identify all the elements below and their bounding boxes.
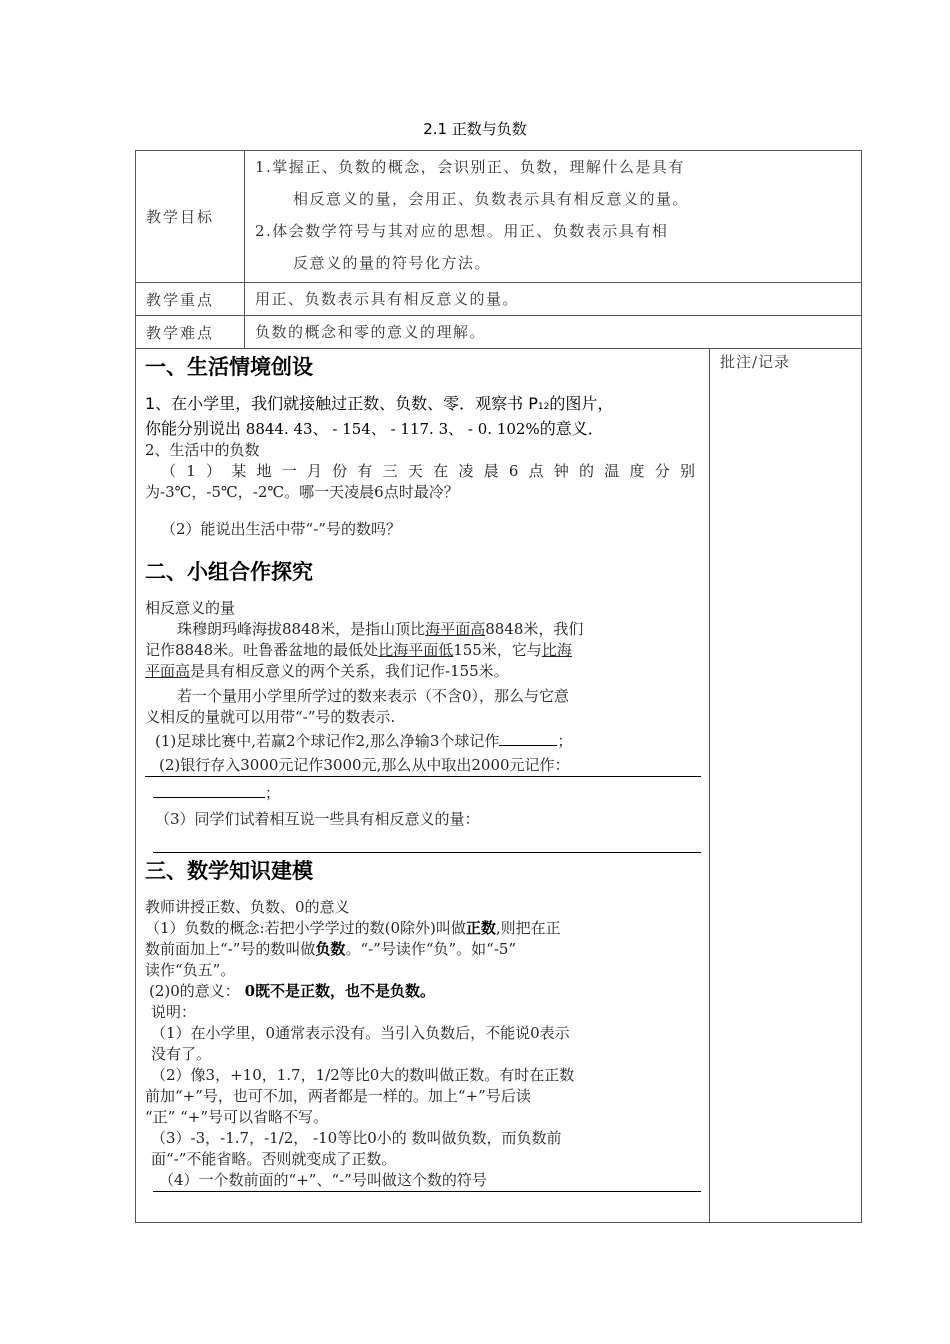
text: 数前面加上“-”号的数叫做 (145, 940, 316, 958)
exercise-2-answer (145, 781, 701, 804)
q1-text: 你能分别说出 (145, 419, 242, 438)
q1-text: 1、在小学里，我们就接触过正数、负数、零．观察书 P (145, 394, 538, 413)
explain-line: 面“-”不能省略。否则就变成了正数。 (151, 1150, 397, 1168)
q2-part1-line1: （1）某地一月份有三天在凌晨6点钟的温度分别 (161, 462, 701, 480)
goal-line: 相反意义的量，会用正、负数表示具有相反意义的量。 (293, 190, 690, 208)
text: 是具有相反意义的两个关系，我们记作-155米。 (190, 662, 509, 680)
zero-meaning (145, 981, 701, 1002)
underlined-text: 海平面高 (425, 620, 486, 638)
explain-line: （1）在小学里，0通常表示没有。当引入负数后，不能说0表示 (151, 1024, 570, 1042)
section1-question1 (145, 393, 701, 440)
paragraph-line (145, 640, 701, 661)
lesson-body (136, 349, 710, 1222)
explain-line: （4）一个数前面的“+”、“-”号叫做这个数的符号 (153, 1170, 701, 1192)
q2-part2: （2）能说出生活中带“-”号的数吗？ (161, 520, 401, 538)
concept-line (145, 939, 701, 960)
section3-subtitle: 教师讲授正数、负数、0的意义 (145, 898, 350, 916)
bold-statement: 0既不是正数，也不是负数。 (244, 982, 436, 1000)
underlined-text: 比海 (541, 641, 572, 659)
text: ； (265, 784, 281, 802)
key-point-row (136, 283, 861, 316)
text: (1)足球比赛中,若赢2个球记作2,那么净输3个球记作 (155, 732, 500, 750)
difficulty-row (136, 316, 861, 349)
explain-line: 前加“+”号，也可不加，两者都是一样的。加上“+”号后读 (145, 1087, 531, 1105)
section1-question2: 2、生活中的负数 (145, 441, 260, 459)
page-title: 2.1 正数与负数 (423, 120, 527, 138)
explain-label: 说明： (151, 1003, 197, 1021)
bold-term: 负数 (315, 940, 346, 958)
concept-line: 读作“负五”。 (145, 961, 236, 979)
notes-column[interactable] (710, 349, 861, 1222)
text: 155米，它与 (453, 641, 542, 659)
text: 记作8848米。吐鲁番盆地的最低处 (145, 641, 379, 659)
explain-line: 没有了。 (151, 1045, 212, 1063)
concept-line (145, 918, 701, 939)
bold-term: 正数 (465, 919, 496, 937)
section2-heading: 二、小组合作探究 (145, 560, 313, 584)
goal-line: 2.体会数学符号与其对应的思想。用正、负数表示具有相 (255, 222, 669, 240)
explain-line: （3）-3，-1.7，-1/2， -10等比0小的 数叫做负数，而负数前 (151, 1129, 562, 1147)
exercise-2: (2)银行存入3000元记作3000元,那么从中取出2000元记作： (145, 755, 701, 777)
text: （1）负数的概念:若把小学学过的数(0除外)叫做 (145, 919, 466, 937)
underlined-text: 比海平面低 (378, 641, 454, 659)
difficulty-label: 教学难点 (136, 316, 245, 348)
section2-subtitle: 相反意义的量 (145, 599, 236, 617)
key-point-value: 用正、负数表示具有相反意义的量。 (255, 290, 520, 308)
text: ,则把在正 (495, 919, 561, 937)
teaching-goals-label: 教学目标 (136, 151, 245, 282)
text: ； (557, 732, 573, 750)
q1-text: 的意义． (539, 419, 604, 438)
paragraph-line (145, 619, 701, 640)
notes-label: 批注/记录 (720, 353, 791, 371)
answer-line[interactable] (153, 852, 701, 853)
teaching-goals-row (136, 151, 861, 283)
teaching-goals-content (245, 151, 861, 282)
answer-blank[interactable] (499, 731, 557, 746)
text: 8848米，我们 (485, 620, 584, 638)
text: (2)0的意义： (149, 982, 240, 1000)
paragraph-line (145, 661, 701, 682)
difficulty-value: 负数的概念和零的意义的理解。 (255, 323, 487, 341)
key-point-label: 教学重点 (136, 283, 245, 315)
exercise-1 (145, 731, 701, 752)
exercise-3: （3）同学们试着相互说一些具有相反意义的量： (155, 810, 480, 828)
section3-heading: 三、数学知识建模 (145, 859, 313, 883)
goal-line: 1.掌握正、负数的概念，会识别正、负数，理解什么是具有 (255, 158, 685, 176)
goal-line: 反意义的量的符号化方法。 (293, 254, 492, 272)
underlined-text: 平面高 (145, 662, 191, 680)
lesson-body-row (136, 349, 861, 1222)
q2-part1-line2: 为-3℃，-5℃，-2℃。哪一天凌晨6点时最冷？ (145, 483, 459, 501)
lesson-plan-table (135, 150, 862, 1223)
explain-line: “正” “+”号可以省略不写。 (145, 1108, 329, 1126)
page-subscript: 12 (537, 402, 550, 412)
answer-blank[interactable] (153, 781, 265, 798)
q1-numbers: 8844. 43、 - 154、 - 117. 3、 - 0. 102% (241, 420, 540, 438)
explain-line: （2）像3，+10，1.7，1/2等比0大的数叫做正数。有时在正数 (151, 1066, 575, 1084)
paragraph-line: 若一个量用小学里所学过的数来表示（不含0），那么与它意 (177, 687, 570, 705)
section1-heading: 一、生活情境创设 (145, 355, 313, 379)
text: 。“-”号读作“负”。如“-5” (345, 940, 517, 958)
q1-text: 的图片， (549, 394, 614, 413)
paragraph-line: 义相反的量就可以用带“-”号的数表示. (145, 708, 396, 726)
text: 珠穆朗玛峰海拔8848米，是指山顶比 (177, 620, 426, 638)
